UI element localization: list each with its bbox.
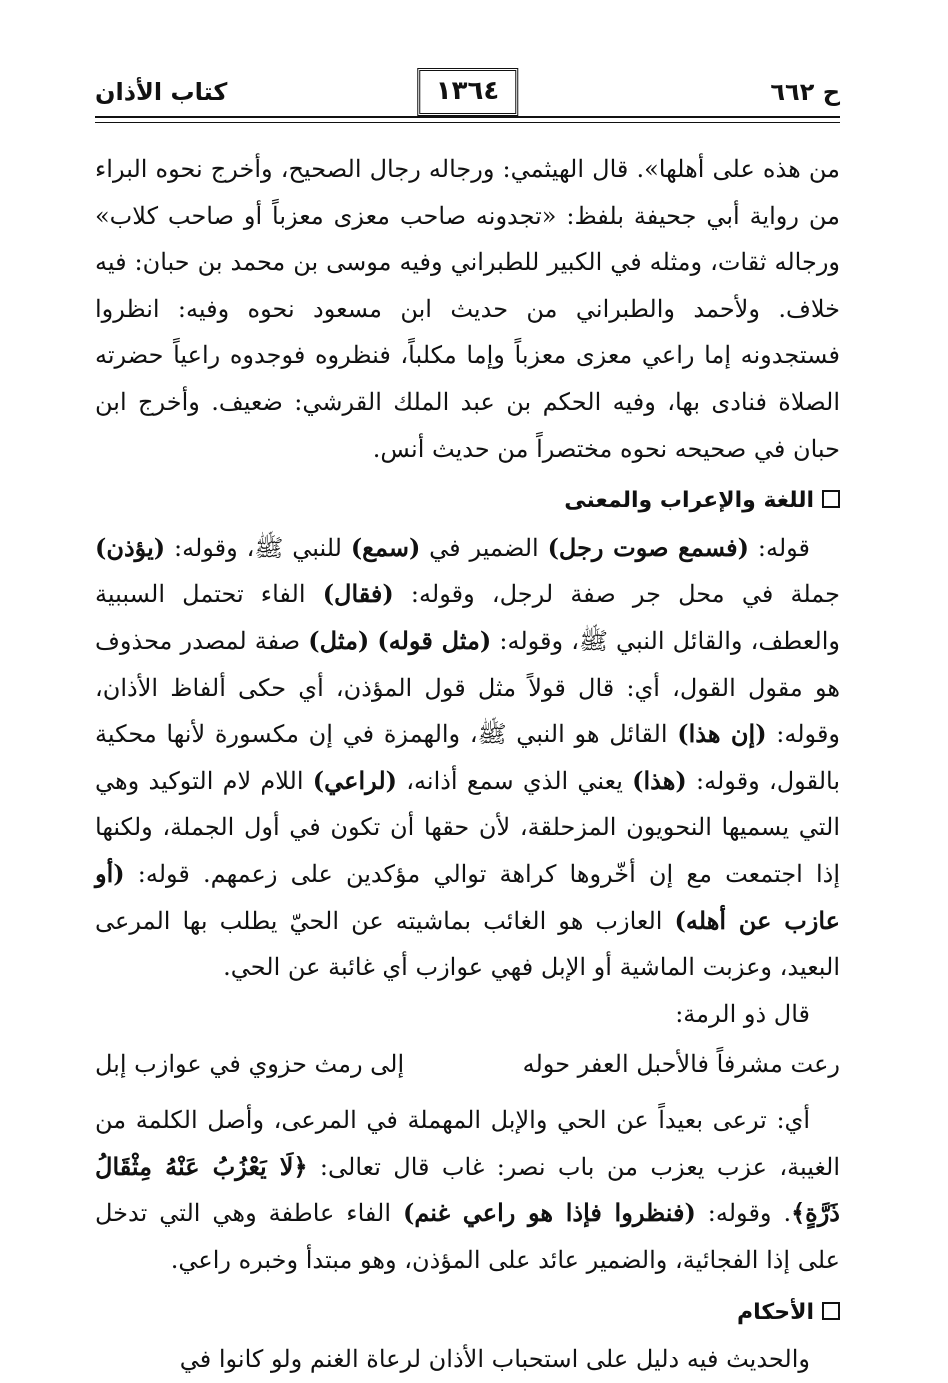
text-run: القائل هو النبي ﷺ، والهمزة في إن مكسورة لأنها محكية بالقول، وقوله: <box>95 720 841 795</box>
section-heading-language <box>95 478 840 525</box>
verse-first-hemistich: رعت مشرفاً فالأحبل العفر حوله <box>522 1050 840 1079</box>
text-run: العازب هو الغائب بماشيته عن الحيّ يطلب بها المرعى البعيد، وعزبت الماشية أو الإبل فهي عوازب أي غائبة عن الحي. <box>95 906 840 982</box>
bold-term: (فقال) <box>322 579 394 609</box>
bold-term: (أو عازب عن أهله) <box>95 858 841 935</box>
verse-second-hemistich: إلى رمث حزوي في عوازب إبل <box>95 1050 405 1079</box>
text-run: صفة لمصدر محذوف هو مقول القول، أي: قال قولاً مثل قول المؤذن، أي حكى ألفاظ الأذان، وقوله: <box>95 626 841 749</box>
explanation-paragraph <box>95 1097 840 1283</box>
page-content <box>95 146 840 1383</box>
text-run: للنبي ﷺ، وقوله: <box>165 533 351 562</box>
page-number: ١٣٦٤ <box>417 68 518 116</box>
bold-term: (هذا) <box>632 765 687 795</box>
bold-term: (يؤذن) <box>95 532 166 562</box>
bold-term: (لراعي) <box>312 765 398 795</box>
text-run: الفاء تحتمل السببية والعطف، والقائل النبي ﷺ، وقوله: <box>95 580 841 655</box>
section-heading-language-label: اللغة والإعراب والمعنى <box>564 488 814 514</box>
page-header <box>95 60 840 118</box>
poetry-verse <box>95 1041 840 1093</box>
rulings-paragraph: والحديث فيه دليل على استحباب الأذان لرعاة الغنم ولو كانوا في <box>179 1345 810 1374</box>
header-divider <box>95 116 840 118</box>
language-paragraph <box>95 525 840 991</box>
text-run: الفاء عاطفة وهي التي تدخل على إذا الفجائية، والضمير عائد على المؤذن، وهو مبتدأ وخبره راعي. <box>95 1199 840 1275</box>
text-run: يعني الذي سمع أذانه، <box>397 766 633 795</box>
quran-quote: ﴿لَا يَعْزُبُ عَنْهُ مِثْقَالُ ذَرَّةٍ﴾ <box>95 1151 840 1228</box>
text-run: جملة في محل جر صفة لرجل، وقوله: <box>393 580 840 609</box>
book-page <box>95 60 841 1374</box>
text-run: اللام لام التوكيد وهي التي يسميها النحويون المزحلقة، لأن حقها أن تكون في أول الجملة، ولكنها إذا اجتمعت مع إن أخّروها كراهة توالي مؤكدين على زعمهم. قوله: <box>95 766 841 888</box>
square-box-icon <box>822 1302 840 1320</box>
book-title: كتاب الأذان <box>95 78 228 106</box>
bold-term: (سمع) <box>350 532 421 562</box>
bold-term: (فسمع صوت رجل) <box>547 532 749 562</box>
section-heading-rulings <box>95 1290 840 1337</box>
text-run: أي: ترعى بعيداً عن الحي والإبل المهملة في المرعى، وأصل الكلمة من الغيبة، عزب يعزب من باب نصر: غاب قال تعالى: <box>95 1106 841 1181</box>
bold-term: (فنظروا فإذا هو راعي غنم) <box>402 1198 696 1228</box>
poet-intro: قال ذو الرمة: <box>675 999 810 1028</box>
header-divider-thin <box>95 122 840 123</box>
square-box-icon <box>822 490 840 508</box>
bold-term: (مثل) <box>308 625 370 655</box>
bold-term: (إن هذا) <box>677 719 767 749</box>
text-run: قوله: <box>748 533 810 562</box>
section-heading-rulings-label: الأحكام <box>737 1299 814 1325</box>
hadith-takhrij-paragraph: من هذه على أهلها». قال الهيثمي: ورجاله رجال الصحيح، وأخرج نحوه البراء من رواية أبي جحيفة بلفظ: «تجدونه صاحب معزى معزباً أو صاحب كلاب» ورجاله ثقات، ومثله في الكبير للطبراني وفيه موسى بن محمد بن حبان: فيه خلاف. ولأحمد والطبراني من حديث ابن مسعود نحوه وفيه: انظروا فستجدونه إما راعي معزى معزباً وإما مكلباً، فنظروه فوجدوه راعياً حضرته الصلاة فنادى بها، وفيه الحكم بن عبد الملك القرشي: ضعيف. وأخرج ابن حبان في صحيحه نحوه مختصراً من حديث أنس. <box>95 155 840 463</box>
text-run: . وقوله: <box>695 1199 792 1228</box>
text-run: الضمير في <box>420 533 548 562</box>
chapter-reference: ح ٦٦٢ <box>770 78 840 106</box>
bold-term: (مثل قوله) <box>377 625 492 655</box>
